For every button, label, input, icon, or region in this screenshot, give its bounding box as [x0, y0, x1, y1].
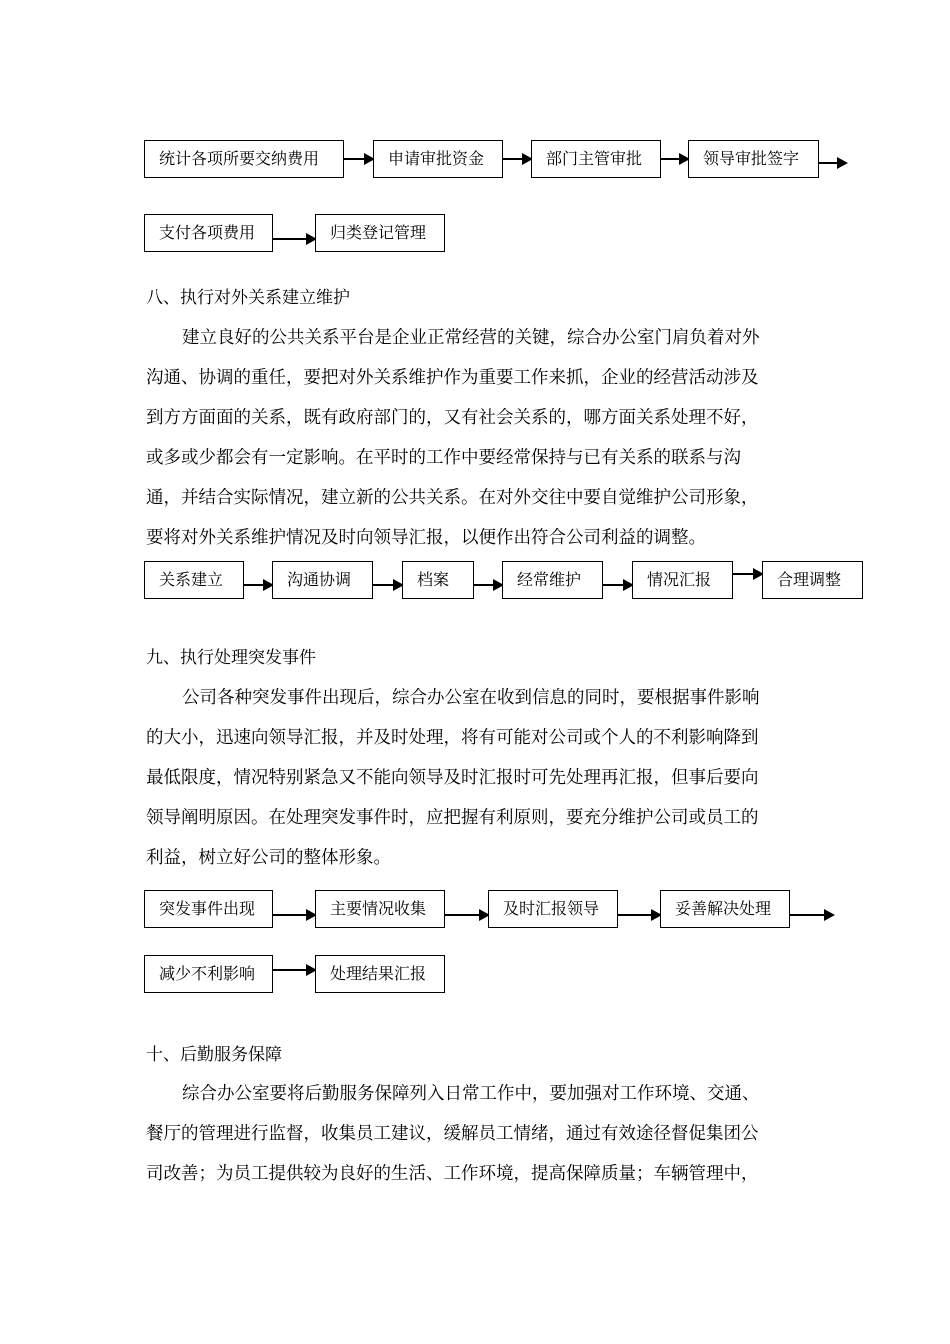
- flow-arrow: [244, 584, 272, 586]
- flow-arrow: [273, 969, 315, 971]
- flow-arrow: [273, 238, 315, 240]
- flow-arrow: [790, 914, 833, 916]
- section-9-heading: 九、执行处理突发事件: [146, 648, 316, 668]
- flow-arrow: [373, 584, 402, 586]
- flow8-step-6: 合理调整: [762, 561, 863, 599]
- flow1-step-5: 支付各项费用: [144, 214, 273, 252]
- flow8-step-3: 档案: [402, 561, 474, 599]
- paragraph-line: 建立良好的公共关系平台是企业正常经营的关键，综合办公室门肩负着对外: [182, 328, 760, 348]
- paragraph-line: 沟通、协调的重任，要把对外关系维护作为重要工作来抓，企业的经营活动涉及: [146, 368, 759, 388]
- section-9-paragraph: [146, 678, 816, 878]
- flow1-step-3: 部门主管审批: [531, 140, 661, 178]
- paragraph-line: 要将对外关系维护情况及时向领导汇报，以便作出符合公司利益的调整。: [146, 528, 706, 548]
- flow-arrow: [661, 158, 688, 160]
- flow-arrow: [503, 158, 531, 160]
- flow9-step-2: 主要情况收集: [315, 890, 445, 928]
- flow9-step-6: 处理结果汇报: [315, 955, 445, 993]
- paragraph-line: 到方方面面的关系，既有政府部门的，又有社会关系的，哪方面关系处理不好，: [146, 408, 759, 428]
- flow1-step-6: 归类登记管理: [315, 214, 445, 252]
- flow8-step-2: 沟通协调: [272, 561, 373, 599]
- paragraph-line: 利益，树立好公司的整体形象。: [146, 848, 391, 868]
- section-10-heading: 十、后勤服务保障: [146, 1045, 282, 1065]
- paragraph-line: 最低限度，情况特别紧急又不能向领导及时汇报时可先处理再汇报，但事后要向: [146, 768, 759, 788]
- paragraph-line: 综合办公室要将后勤服务保障列入日常工作中，要加强对工作环境、交通、: [182, 1084, 760, 1104]
- flow9-step-4: 妥善解决处理: [660, 890, 790, 928]
- section-8-heading: 八、执行对外关系建立维护: [146, 288, 350, 308]
- flow1-step-1: 统计各项所要交纳费用: [144, 140, 344, 178]
- flow9-step-5: 减少不利影响: [144, 955, 273, 993]
- flow8-step-4: 经常维护: [502, 561, 603, 599]
- flow-arrow: [733, 573, 762, 575]
- paragraph-line: 的大小，迅速向领导汇报，并及时处理，将有可能对公司或个人的不利影响降到: [146, 728, 759, 748]
- flow-arrow: [819, 162, 846, 164]
- paragraph-line: 领导阐明原因。在处理突发事件时，应把握有利原则，要充分维护公司或员工的: [146, 808, 759, 828]
- flow8-step-1: 关系建立: [144, 561, 244, 599]
- paragraph-line: 公司各种突发事件出现后，综合办公室在收到信息的同时，要根据事件影响: [182, 688, 760, 708]
- paragraph-line: 或多或少都会有一定影响。在平时的工作中要经常保持与已有关系的联系与沟: [146, 448, 741, 468]
- flow-arrow: [445, 914, 488, 916]
- flow-arrow: [474, 584, 502, 586]
- flow8-step-5: 情况汇报: [632, 561, 733, 599]
- flow9-step-1: 突发事件出现: [144, 890, 273, 928]
- paragraph-line: 通，并结合实际情况，建立新的公共关系。在对外交往中要自觉维护公司形象，: [146, 488, 759, 508]
- paragraph-line: 司改善；为员工提供较为良好的生活、工作环境，提高保障质量；车辆管理中，: [146, 1164, 759, 1184]
- flow9-step-3: 及时汇报领导: [488, 890, 618, 928]
- flow-arrow: [618, 914, 660, 916]
- flow-arrow: [344, 158, 373, 160]
- section-10-paragraph: [146, 1074, 816, 1194]
- flow1-step-4: 领导审批签字: [688, 140, 819, 178]
- flow1-step-2: 申请审批资金: [373, 140, 503, 178]
- section-8-paragraph: [146, 318, 816, 558]
- flow-arrow: [603, 584, 632, 586]
- flow-arrow: [273, 914, 315, 916]
- paragraph-line: 餐厅的管理进行监督，收集员工建议，缓解员工情绪，通过有效途径督促集团公: [146, 1124, 759, 1144]
